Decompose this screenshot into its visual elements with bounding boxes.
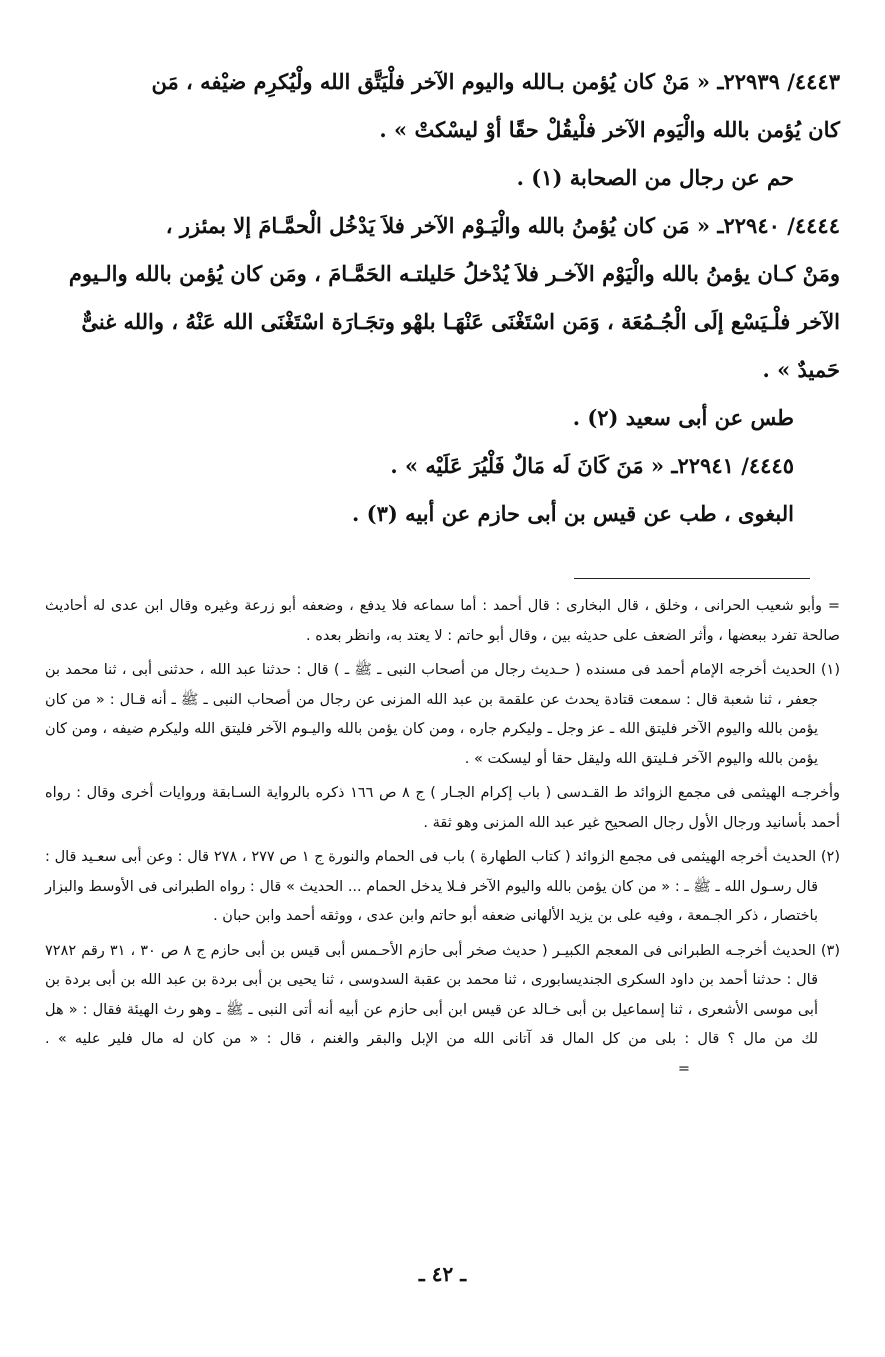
footnote-3-text: (٣) الحديث أخرجـه الطبرانى فى المعجم الكبيـر ( حديث صخر أبى حازم الأحـمس أبى قيس بن أبى حازم ج ٨ ص ٣٠ ، ٣١ رقم ٧٢٨٢ قال : حدثنا أحمد بن داود السكرى الجنديسابورى ، ثنا محمد بن عقبة السدوسى ، ثنا يحيى بن أبى بردة بن عبد الله بن أبى بردة بن أبى موسى الأشعرى ، ثنا إسماعيل بن أبى خـالد عن قيس ابن أبى حازم عن أبيه أنه أتى النبى ـ ﷺ ـ وهو رث الهيئة فقال : « هل لك من مال ؟ قال : بلى من كل المال قد آتانى الله من الإبل والبقر والغنم ، قال : « من كان له مال فلير عليه » .: [45, 942, 840, 1047]
hadith-4445: ٤٤٤٥/ ٢٢٩٤١ـ « مَنَ كَانَ لَه مَالٌ فَلْيُرَ عَلَيْه » .: [390, 453, 794, 478]
hadith-4443-line-2: كان يُؤمن بالله والْيَوم الآخر فلْيقُلْ حقًا أوْ ليسْكتْ » .: [379, 117, 840, 142]
hadith-4445-source: البغوى ، طب عن قيس بن أبى حازم عن أبيه (٣) .: [352, 501, 794, 526]
footnote-continuation: = وأبو شعيب الحرانى ، وخلق ، قال البخارى : قال أحمد : أما سماعه فلا يدفع ، وضعفه أبو زرعة وغيره وقال ابن عدى له أحاديث صالحة تفرد ببعضها ، وأثر الضعف على حديثه بين ، وقال أبو حاتم : لا يعتد به، وانظر بعده .: [45, 598, 840, 644]
hadith-4443-line-1: ٤٤٤٣/ ٢٢٩٣٩ـ « مَنْ كان يُؤمن بـالله واليوم الآخر فلْيَتَّق الله ولْيُكرِم ضيْفه ، مَن: [151, 69, 840, 94]
hadith-4444-line-2: ومَنْ كـان يؤمنُ بالله والْيَوْم الآخـر فلاَ يُدْخلُ حَليلتـه الحَمَّـامَ ، ومَن كان يُؤمن بالله والـيوم: [68, 261, 840, 286]
hadith-4444-line-3: الآخر فلْـيَسْع إلَى الْجُـمُعَة ، وَمَن اسْتَغْنَى عَنْهَـا بلهْو وتجَـارَة اسْتَغْنَى الله عَنْهُ ، والله غنىٌّ: [81, 309, 840, 334]
footnote-1: (١) الحديث أخرجه الإمام أحمد فى مسنده ( حـديث رجال من أصحاب النبى ـ ﷺ ـ ) قال : حدثنا عبد الله ، حدثنى أبى ، ثنا محمد بن جعفر ، ثنا شعبة قال : سمعت قتادة يحدث عن علقمة بن عبد الله المزنى عن رجال من أصحاب النبى ـ ﷺ ـ أنه قـال : « من كان يؤمن بالله واليوم الآخر فليتق الله ـ عز وجل ـ وليكرم جاره ، ومن كان يؤمن بالله واليـوم الآخر فليتق الله وليكرم ضيفه ، ومن كان يؤمن بالله واليوم الآخر فـليتق الله وليقل حقا أو ليسكت » .: [45, 662, 840, 767]
main-text: [45, 58, 840, 538]
hadith-4444-source: طس عن أبى سعيد (٢) .: [572, 405, 794, 430]
footnote-3: (٣) الحديث أخرجـه الطبرانى فى المعجم الكبيـر ( حديث صخر أبى حازم الأحـمس أبى قيس بن أبى حازم ج ٨ ص ٣٠ ، ٣١ رقم ٧٢٨٢ قال : حدثنا أحمد بن داود السكرى الجنديسابورى ، ثنا محمد بن عقبة السدوسى ، ثنا يحيى بن أبى بردة بن عبد الله بن أبى بردة بن أبى موسى الأشعرى ، ثنا إسماعيل بن أبى خـالد عن قيس ابن أبى حازم عن أبيه أنه أتى النبى ـ ﷺ ـ وهو رث الهيئة فقال : « هل لك من مال ؟ قال : بلى من كل المال قد آتانى الله من الإبل والبقر والغنم ، قال : « من كان له مال فلير عليه » . =: [45, 942, 840, 1077]
footnote-2: (٢) الحديث أخرجه الهيثمى فى مجمع الزوائد ( كتاب الطهارة ) باب فى الحمام والنورة ج ١ ص ٢٧٧ ، ٢٧٨ قال : وعن أبى سعـيد قال : قال رسـول الله ـ ﷺ ـ : « من كان يؤمن بالله واليوم الآخر فـلا يدخل الحمام ... الحديث » قال : رواه الطبرانى فى الأوسط والبزار باختصار ، ذكر الجـمعة ، وفيه على بن يزيد الألهانى ضعفه أبو حاتم وابن عدى ، ووثقه أحمد وابن حبان .: [45, 849, 841, 924]
footnote-separator: [574, 578, 810, 579]
page-number: ـ ٤٢ ـ: [418, 1262, 467, 1286]
hadith-4443-source: حم عن رجال من الصحابة (١) .: [516, 165, 794, 190]
footnotes: [45, 592, 840, 1089]
hadith-4444-line-1: ٤٤٤٤/ ٢٢٩٤٠ـ « مَن كان يُؤمنُ بالله والْيَـوْم الآخر فلاَ يَدْخُل الْحمَّـامَ إلا بمئزر ،: [165, 213, 840, 238]
footnote-1-continued: وأخرجـه الهيثمى فى مجمع الزوائد ط القـدسى ( باب إكرام الجـار ) ج ٨ ص ١٦٦ ذكره بالرواية السـابقة وروايات أخرى وقال : رواه أحمد بأسانيد ورجال الأول رجال الصحيح غير عبد الله المزنى وهو ثقة .: [45, 785, 841, 831]
hadith-4444-line-4: حَميدٌ » .: [762, 357, 840, 382]
